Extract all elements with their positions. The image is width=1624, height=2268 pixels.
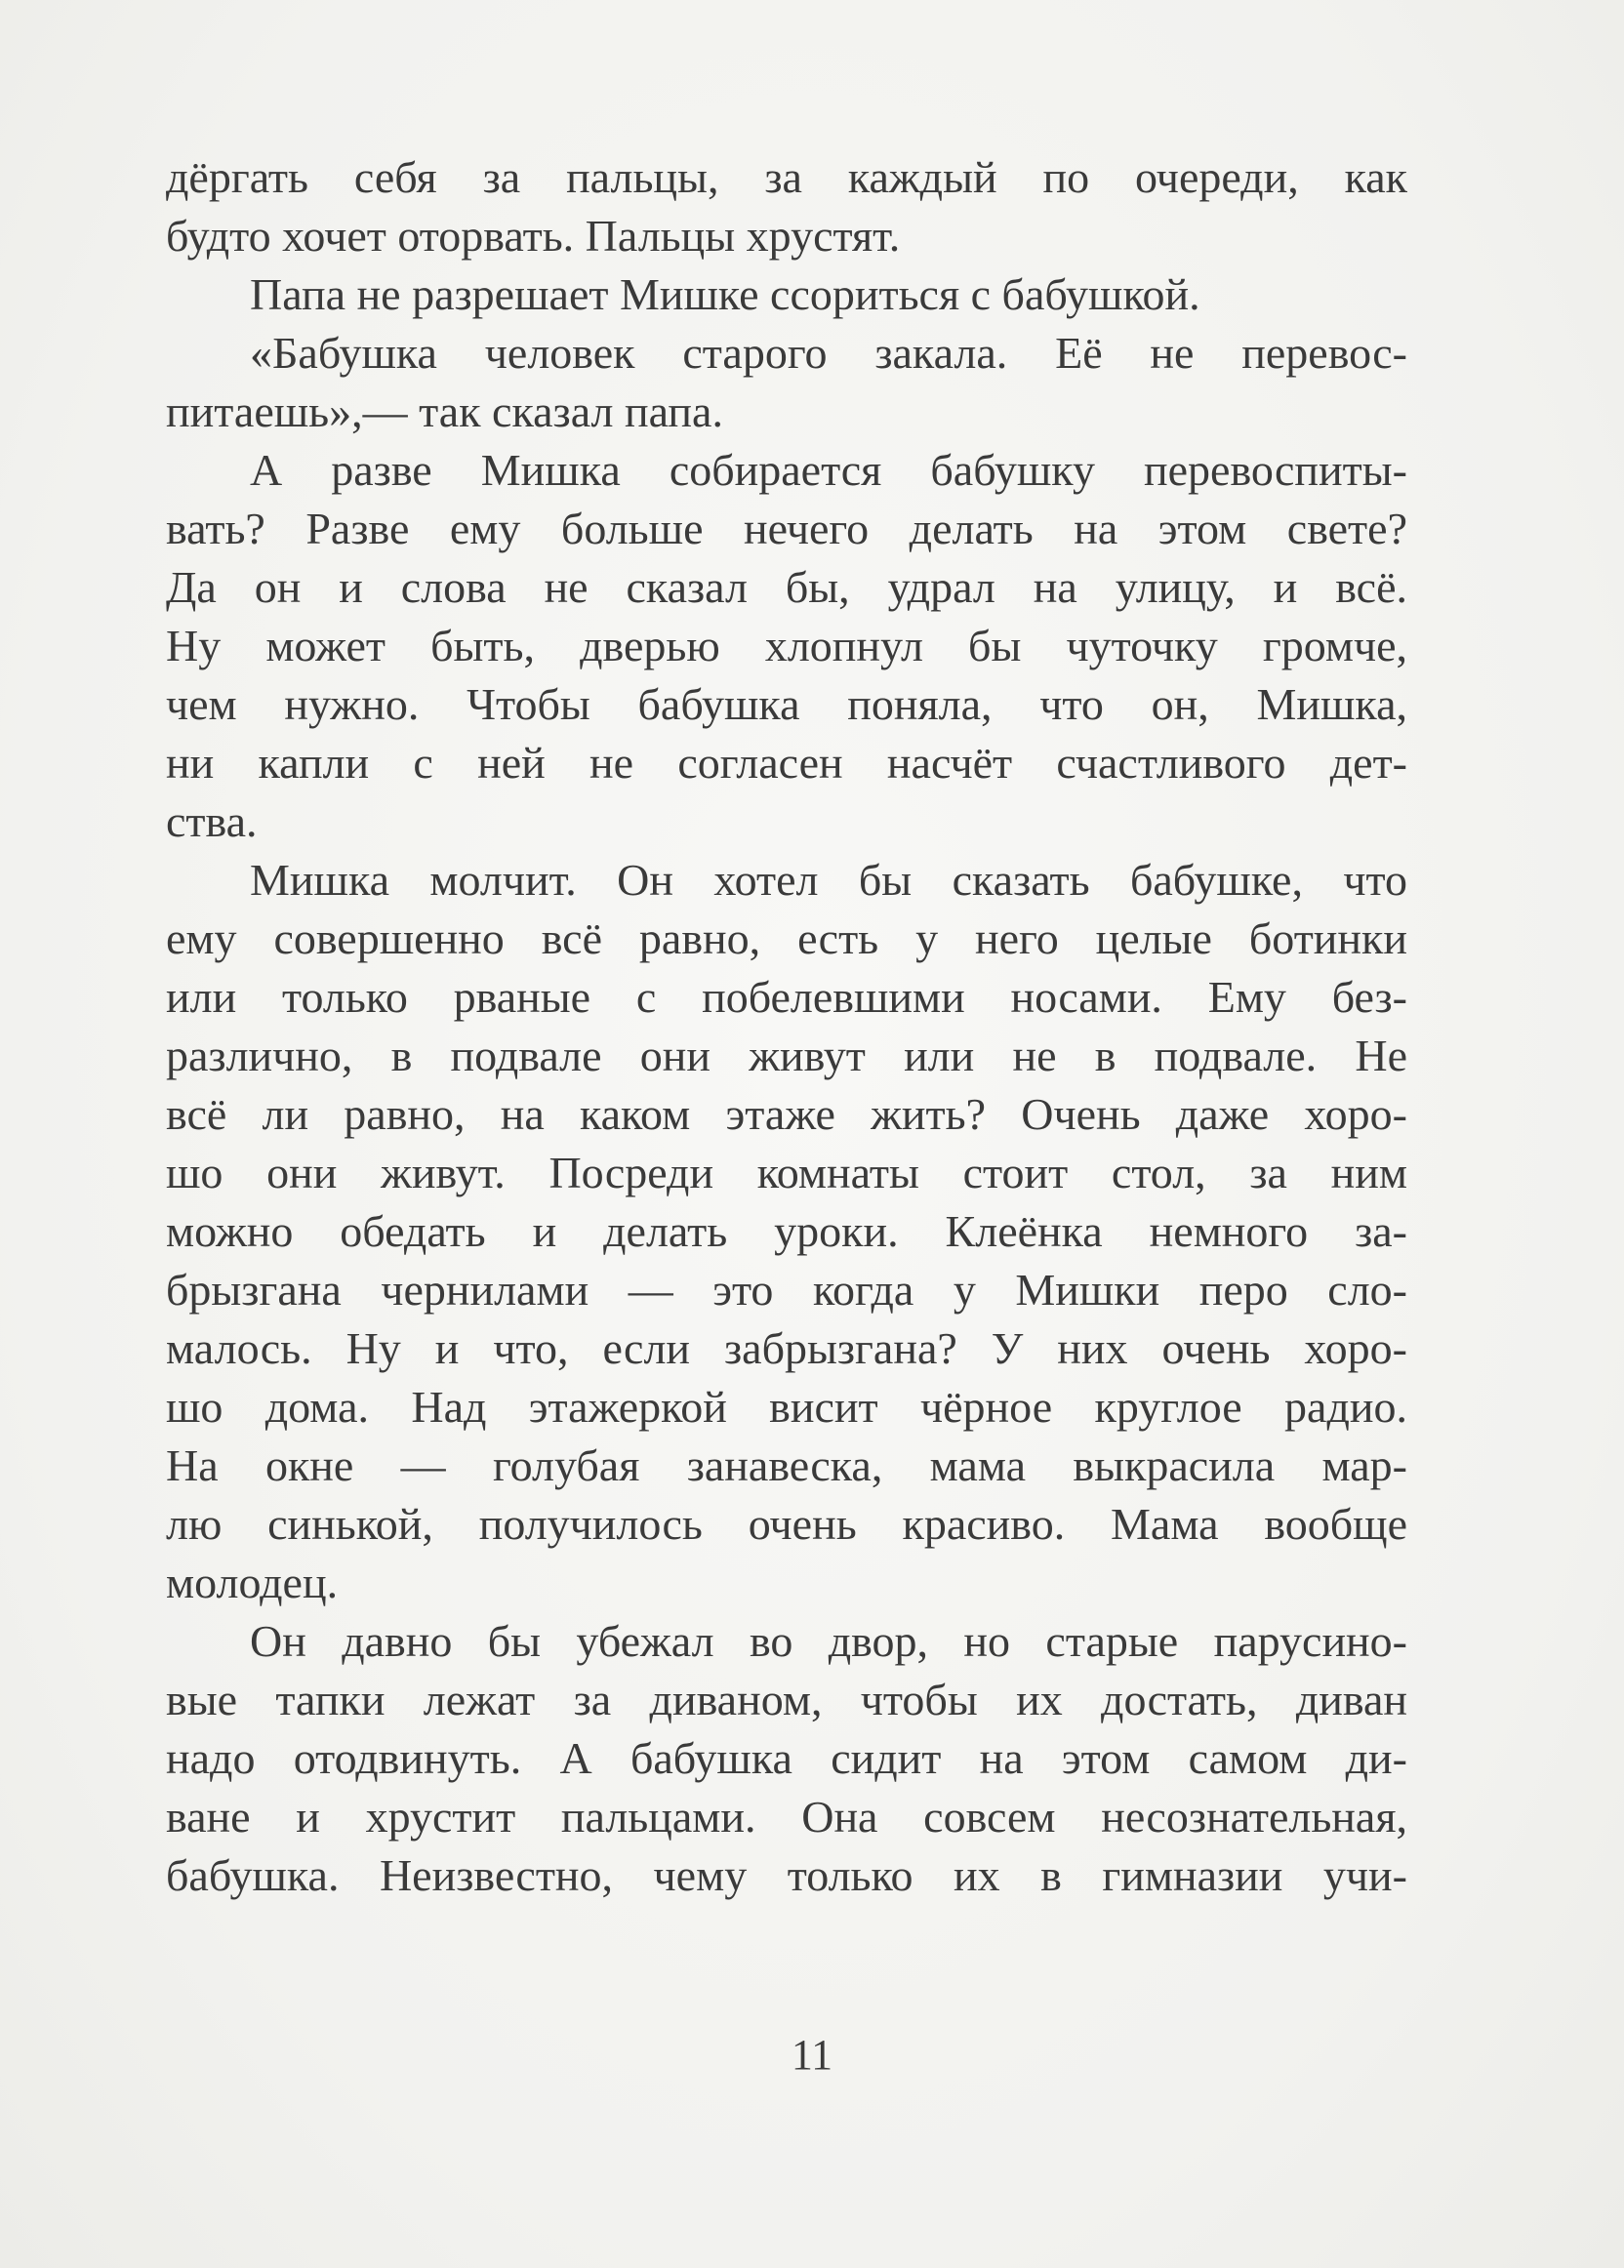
text-line: будто хочет оторвать. Пальцы хрустят. <box>166 211 901 261</box>
text-line: А разве Мишка собирается бабушку перевоспиты- <box>250 445 1407 495</box>
text-line: ему совершенно всё равно, есть у него целые ботинки <box>166 913 1407 963</box>
page-number: 11 <box>791 2031 833 2079</box>
text-line: ства. <box>166 796 258 846</box>
text-line: или только рваные с побелевшими носами. Ему без- <box>166 972 1407 1022</box>
text-line: надо отодвинуть. А бабушка сидит на этом самом ди- <box>166 1733 1407 1783</box>
text-line: питаешь»,— так сказал папа. <box>166 386 723 436</box>
body-text <box>166 148 1407 1905</box>
text-line: Мишка молчит. Он хотел бы сказать бабушке, что <box>250 855 1407 905</box>
text-line: «Бабушка человек старого закала. Её не перевос- <box>250 328 1407 378</box>
text-line: На окне — голубая занавеска, мама выкрасила мар- <box>166 1440 1407 1490</box>
text-line: Он давно бы убежал во двор, но старые парусино- <box>250 1616 1407 1666</box>
text-line: шо они живут. Посреди комнаты стоит стол, за ним <box>166 1148 1407 1197</box>
text-line: вые тапки лежат за диваном, чтобы их достать, диван <box>166 1675 1407 1724</box>
text-line: шо дома. Над этажеркой висит чёрное круглое радио. <box>166 1382 1407 1432</box>
text-line: дёргать себя за пальцы, за каждый по очереди, как <box>166 152 1407 202</box>
text-line: малось. Ну и что, если забрызгана? У них очень хоро- <box>166 1323 1407 1373</box>
text-line: вать? Разве ему больше нечего делать на этом свете? <box>166 504 1407 553</box>
text-line: различно, в подвале они живут или не в подвале. Не <box>166 1031 1407 1080</box>
text-line: Ну может быть, дверью хлопнул бы чуточку громче, <box>166 621 1407 670</box>
text-line: можно обедать и делать уроки. Клеёнка немного за- <box>166 1206 1407 1256</box>
text-line: брызгана чернилами — это когда у Мишки перо сло- <box>166 1265 1407 1315</box>
text-line: лю синькой, получилось очень красиво. Мама вообще <box>166 1499 1407 1549</box>
text-line: всё ли равно, на каком этаже жить? Очень даже хоро- <box>166 1089 1407 1139</box>
text-line: Да он и слова не сказал бы, удрал на улицу, и всё. <box>166 562 1407 612</box>
text-line: Папа не разрешает Мишке ссориться с бабушкой. <box>250 269 1200 319</box>
text-line: бабушка. Неизвестно, чему только их в гимназии учи- <box>166 1850 1407 1900</box>
text-line: молодец. <box>166 1558 339 1607</box>
text-line: ни капли с ней не согласен насчёт счастливого дет- <box>166 738 1407 788</box>
text-line: ване и хрустит пальцами. Она совсем несознательная, <box>166 1792 1407 1842</box>
text-line: чем нужно. Чтобы бабушка поняла, что он, Мишка, <box>166 679 1407 729</box>
